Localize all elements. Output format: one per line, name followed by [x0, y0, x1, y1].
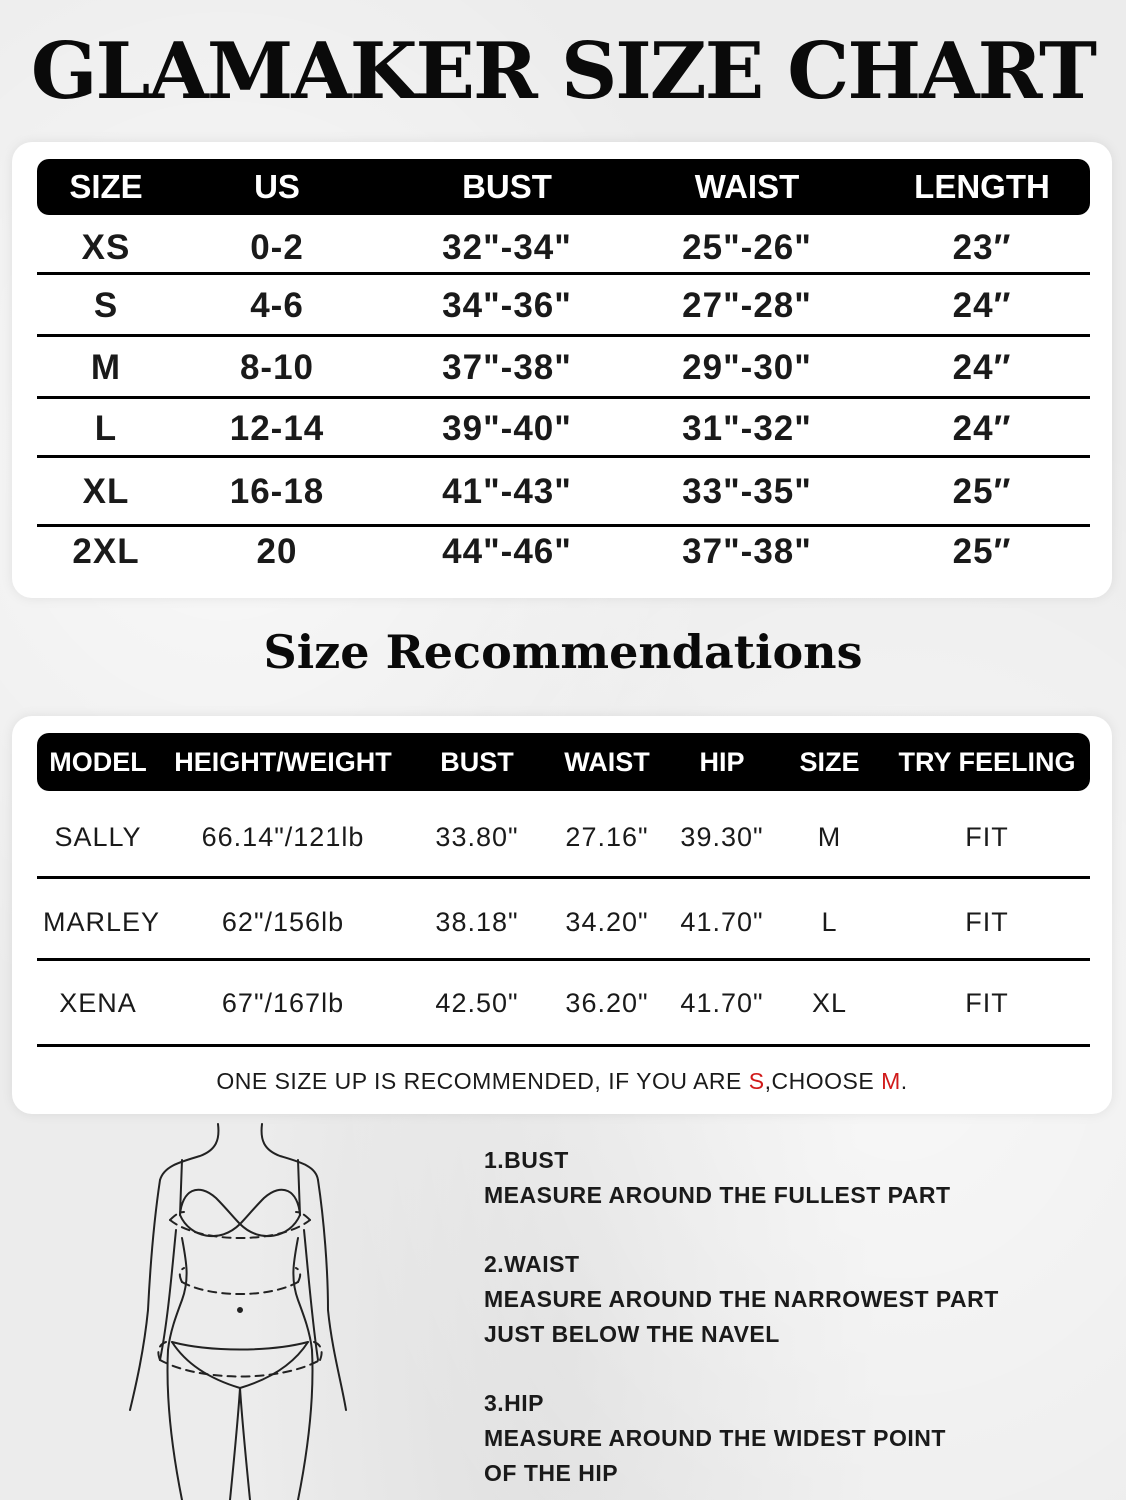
instruction-heading: 1.BUST [484, 1147, 569, 1173]
cell-height-weight: 62"/156lb [221, 907, 345, 937]
cell-model: XENA [59, 988, 137, 1018]
cell-try-feeling: FIT [965, 988, 1009, 1018]
header-us: US [254, 168, 300, 205]
cell-size: S [93, 286, 119, 325]
cell-height-weight: 67"/167lb [221, 988, 345, 1018]
cell-bust: 44"-46" [442, 532, 572, 571]
cell-waist: 37"-38" [682, 532, 812, 571]
cell-bust: 42.50" [435, 988, 519, 1018]
table-row [37, 399, 1090, 458]
cell-model: SALLY [54, 822, 142, 852]
cell-model: MARLEY [43, 907, 161, 937]
table-row [37, 275, 1090, 337]
cell-hip: 41.70" [680, 988, 764, 1018]
table-row [37, 527, 1090, 579]
table-row [37, 458, 1090, 527]
instruction-hip [484, 1386, 946, 1491]
instruction-text: MEASURE AROUND THE WIDEST POINT [484, 1425, 946, 1451]
cell-bust: 32"-34" [442, 228, 572, 267]
cell-size: 2XL [72, 532, 140, 571]
header-size: SIZE [69, 168, 143, 205]
cell-try-feeling: FIT [965, 907, 1009, 937]
header-height-weight: HEIGHT/WEIGHT [174, 747, 392, 777]
cell-waist: 34.20" [565, 907, 649, 937]
table-row [37, 337, 1090, 399]
cell-waist: 27"-28" [682, 286, 812, 325]
cell-us: 12-14 [229, 409, 325, 448]
cell-waist: 25"-26" [682, 228, 812, 267]
cell-hip: 39.30" [680, 822, 764, 852]
cell-bust: 38.18" [435, 907, 519, 937]
cell-size: XS [81, 228, 131, 267]
instruction-text: MEASURE AROUND THE NARROWEST PART [484, 1286, 999, 1312]
cell-waist: 31"-32" [682, 409, 812, 448]
note-size-from: S [748, 1068, 765, 1094]
cell-length: 24″ [952, 409, 1012, 448]
page-title: GLAMAKER SIZE CHART [30, 26, 1096, 117]
header-length: LENGTH [914, 168, 1050, 205]
section-title: Size Recommendations [263, 625, 863, 679]
table-row [37, 219, 1090, 275]
size-chart-header [37, 159, 1090, 215]
cell-size: XL [82, 472, 130, 511]
table-row [37, 879, 1090, 961]
cell-size: L [94, 409, 118, 448]
cell-us: 20 [256, 532, 298, 571]
cell-size: M [90, 348, 122, 387]
cell-length: 25″ [952, 532, 1012, 571]
instruction-text: MEASURE AROUND THE FULLEST PART [484, 1182, 951, 1208]
note-text: ONE SIZE UP IS RECOMMENDED, IF YOU ARE [216, 1068, 749, 1094]
cell-length: 23″ [952, 228, 1012, 267]
cell-us: 0-2 [250, 228, 304, 267]
cell-us: 16-18 [229, 472, 325, 511]
cell-waist: 29"-30" [682, 348, 812, 387]
cell-bust: 33.80" [435, 822, 519, 852]
cell-bust: 34"-36" [442, 286, 572, 325]
cell-size: M [817, 822, 842, 852]
body-measurement-illustration [120, 1120, 360, 1500]
instruction-text: OF THE HIP [484, 1460, 619, 1486]
header-model: MODEL [49, 747, 147, 777]
cell-length: 24″ [952, 286, 1012, 325]
note-text: ,CHOOSE [764, 1068, 882, 1094]
instruction-bust [484, 1143, 951, 1213]
cell-bust: 39"-40" [442, 409, 572, 448]
size-chart-table [12, 142, 1112, 598]
cell-bust: 41"-43" [442, 472, 572, 511]
cell-waist: 36.20" [565, 988, 649, 1018]
instruction-waist [484, 1247, 999, 1352]
note-size-to: M [881, 1068, 901, 1094]
header-waist: WAIST [564, 747, 650, 777]
instruction-heading: 3.HIP [484, 1390, 545, 1416]
header-bust: BUST [462, 168, 552, 205]
header-hip: HIP [699, 747, 745, 777]
cell-height-weight: 66.14"/121lb [201, 822, 365, 852]
cell-length: 25″ [952, 472, 1012, 511]
header-bust: BUST [440, 747, 514, 777]
header-size: SIZE [799, 747, 860, 777]
cell-waist: 27.16" [565, 822, 649, 852]
header-waist: WAIST [694, 168, 800, 205]
recommendations-table [12, 716, 1112, 1114]
table-row [37, 793, 1090, 879]
cell-size: XL [811, 988, 848, 1018]
cell-try-feeling: FIT [965, 822, 1009, 852]
size-recommendation-note [12, 1068, 1112, 1095]
instruction-text: JUST BELOW THE NAVEL [484, 1321, 780, 1347]
cell-us: 4-6 [250, 286, 304, 325]
cell-waist: 33"-35" [682, 472, 812, 511]
cell-hip: 41.70" [680, 907, 764, 937]
cell-bust: 37"-38" [442, 348, 572, 387]
instruction-heading: 2.WAIST [484, 1251, 580, 1277]
table-row [37, 961, 1090, 1047]
cell-size: L [821, 907, 838, 937]
cell-length: 24″ [952, 348, 1012, 387]
cell-us: 8-10 [239, 348, 315, 387]
recommendations-header [37, 733, 1090, 791]
header-try-feeling: TRY FEELING [898, 747, 1076, 777]
note-text: . [900, 1068, 908, 1094]
